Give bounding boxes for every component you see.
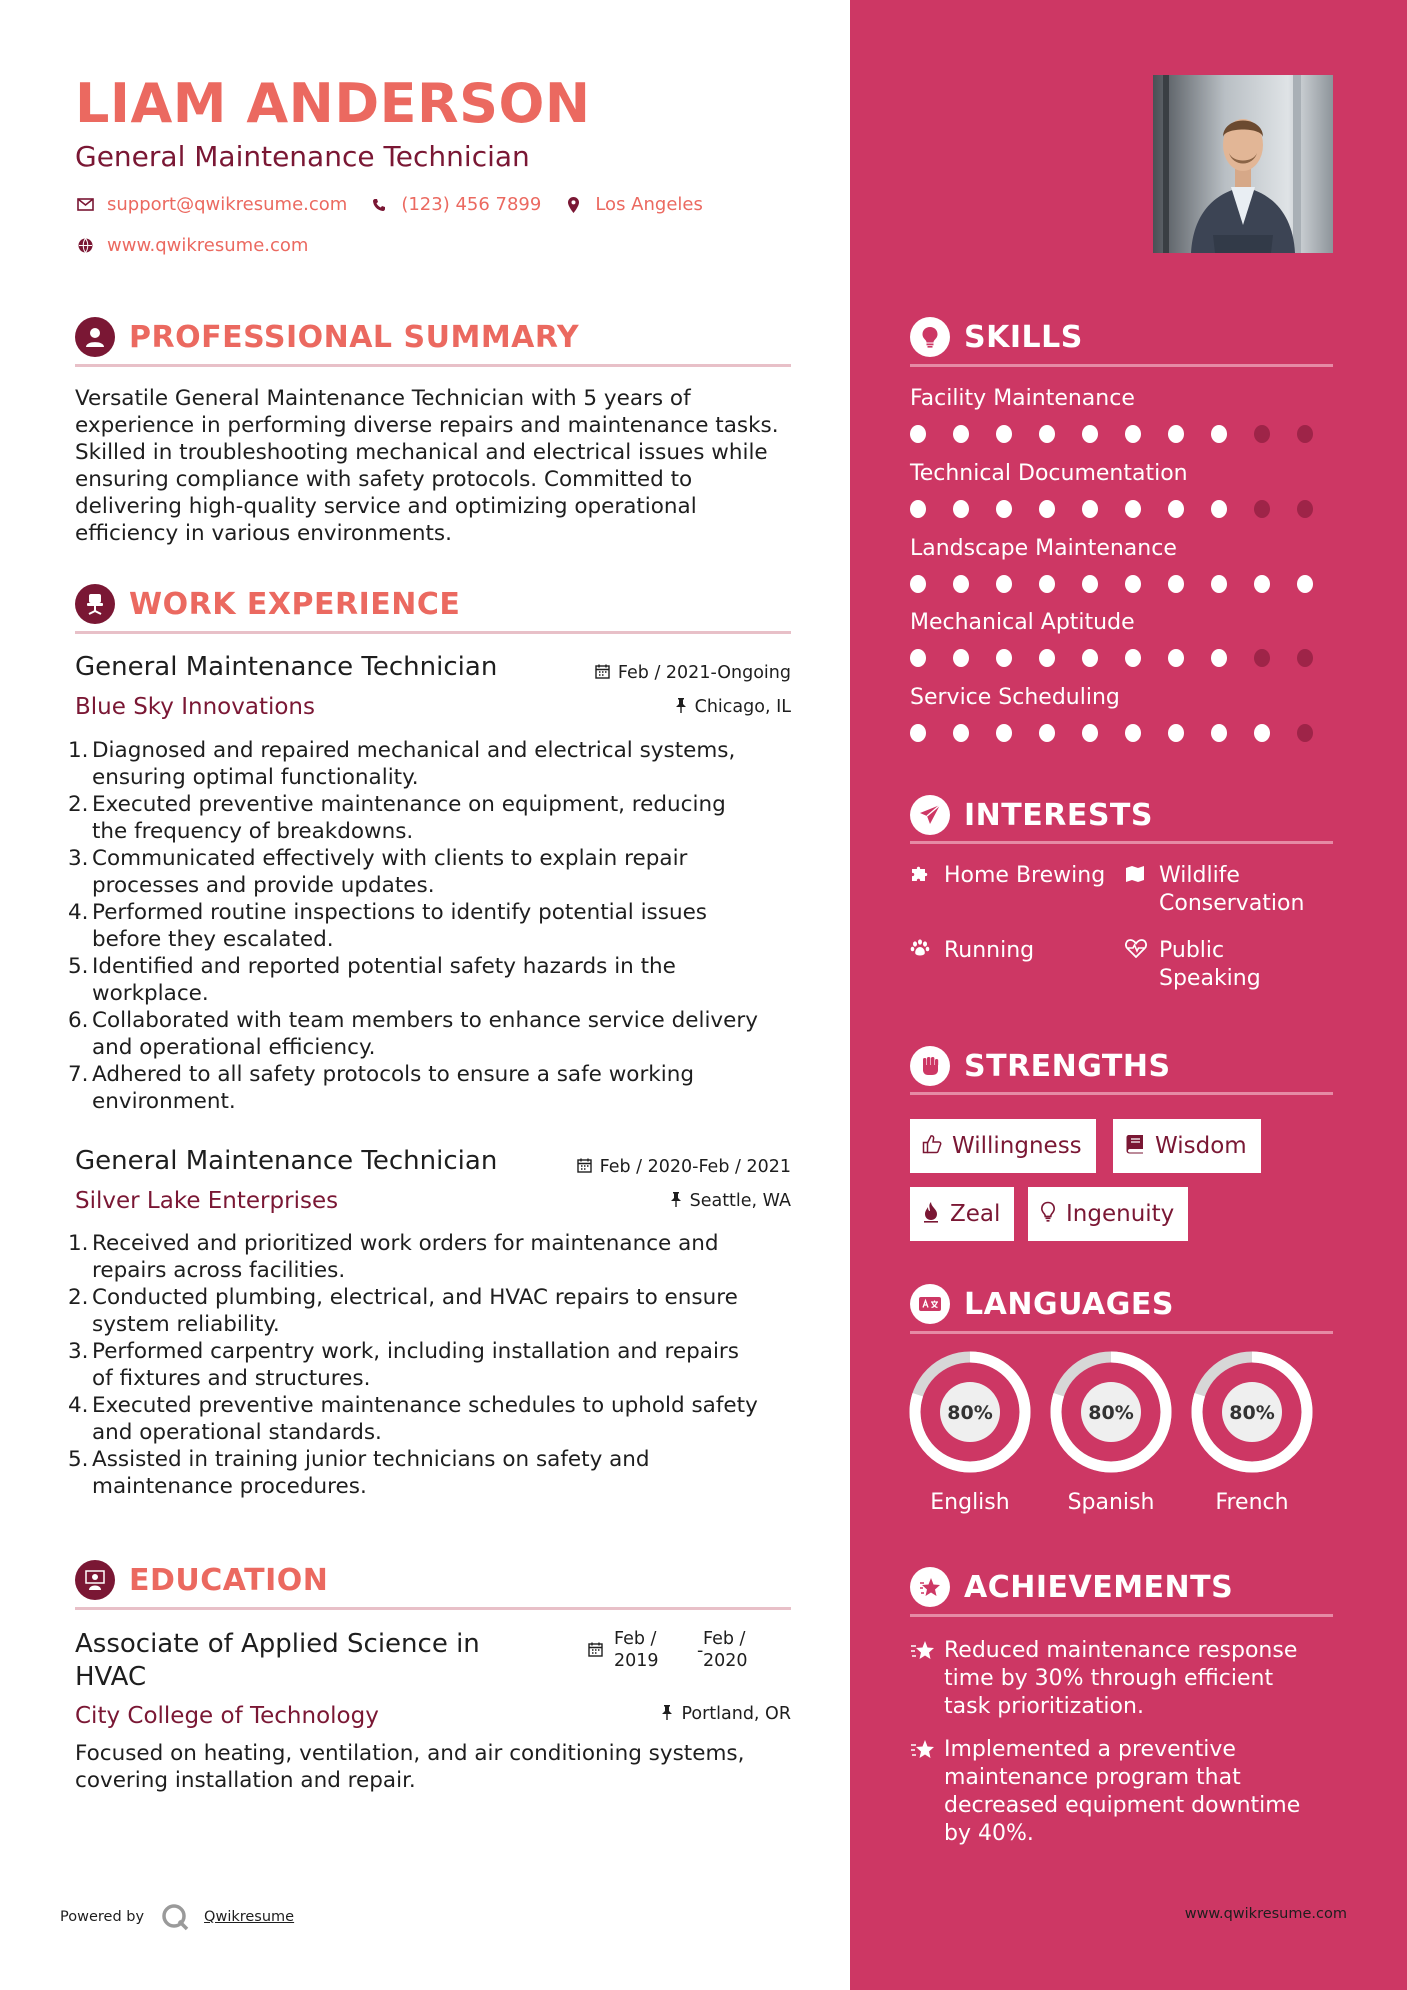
list-item: 4. Executed preventive maintenance schedules to uphold safety and operational standards.	[68, 1393, 758, 1445]
date-separator: -	[697, 1641, 704, 1661]
skill-name: Technical Documentation	[910, 461, 1188, 486]
achievement-item: Implemented a preventive maintenance program that decreased equipment downtime by 40%.	[910, 1736, 1340, 1848]
skills-divider	[910, 364, 1333, 367]
skills-title: SKILLS	[964, 319, 1083, 355]
experience-title: WORK EXPERIENCE	[129, 586, 461, 622]
rating-dot-filled	[1082, 500, 1098, 518]
strengths-divider	[910, 1092, 1333, 1095]
achievements-divider	[910, 1614, 1333, 1617]
pushpin-icon	[675, 698, 687, 717]
phone-icon	[369, 195, 389, 215]
job-title: General Maintenance Technician	[75, 1146, 498, 1176]
lightbulb-icon	[910, 317, 950, 357]
rating-dot-filled	[1039, 724, 1055, 742]
list-item: 1. Diagnosed and repaired mechanical and electrical systems, ensuring optimal functionality.	[68, 738, 736, 790]
education-description: Focused on heating, ventilation, and air conditioning systems, covering installation and repair.	[75, 1741, 745, 1793]
summary-text: Versatile General Maintenance Technician with 5 years of experience in performing diverse repairs and maintenance tasks. Skilled in troubleshooting mechanical and electrical issues while ensuring compliance with safety protocols. Committed to delivering high-quality service and optimizing operational efficiency in various environments.	[75, 386, 779, 546]
skill-rating	[910, 724, 1340, 742]
strength-chip	[910, 1187, 1014, 1241]
rating-dot-filled	[996, 649, 1012, 667]
rating-dot-filled	[996, 724, 1012, 742]
summary-header	[75, 317, 579, 357]
rating-dot-filled	[1125, 575, 1141, 593]
rating-dot-filled	[1082, 425, 1098, 443]
rating-dot-filled	[1168, 425, 1184, 443]
list-item: 5. Identified and reported potential safety hazards in the workplace.	[68, 954, 676, 1006]
phone-number[interactable]: (123) 456 7899	[401, 194, 542, 215]
list-item: 7. Adhered to all safety protocols to ensure a safe working environment.	[68, 1062, 694, 1114]
sidebar	[850, 0, 1407, 1990]
rating-dot-filled	[1168, 500, 1184, 518]
rating-dot-filled	[953, 575, 969, 593]
list-item: 3. Performed carpentry work, including installation and repairs of fixtures and structures.	[68, 1339, 739, 1391]
skill-rating	[910, 649, 1340, 667]
language-progress-ring	[908, 1350, 1032, 1474]
rating-dot-filled	[1125, 500, 1141, 518]
language-progress-ring	[1190, 1350, 1314, 1474]
language-item	[1190, 1350, 1314, 1515]
strength-label: Zeal	[950, 1201, 1001, 1227]
rating-dot-filled	[1082, 575, 1098, 593]
experience-header	[75, 584, 460, 624]
rating-dot-filled	[1254, 575, 1270, 593]
strengths-title: STRENGTHS	[964, 1048, 1171, 1084]
calendar-icon	[595, 664, 610, 683]
map-pin-icon	[563, 195, 583, 215]
rating-dot-filled	[1297, 575, 1313, 593]
list-item: 2. Conducted plumbing, electrical, and HVAC repairs to ensure system reliability.	[68, 1285, 738, 1337]
rating-dot-filled	[953, 649, 969, 667]
skill-name: Facility Maintenance	[910, 386, 1135, 411]
list-item: 4. Performed routine inspections to identify potential issues before they escalated.	[68, 900, 708, 952]
strength-chip	[910, 1119, 1096, 1173]
rating-dot-empty	[1297, 500, 1313, 518]
brand-link[interactable]: Qwikresume	[204, 1909, 295, 1925]
language-percent: 80%	[947, 1402, 993, 1424]
star-icon	[910, 1639, 944, 1721]
rating-dot-filled	[953, 500, 969, 518]
skill-rating	[910, 575, 1340, 593]
job-company: Silver Lake Enterprises	[75, 1188, 339, 1214]
achievements-title: ACHIEVEMENTS	[964, 1569, 1234, 1605]
rating-dot-filled	[953, 425, 969, 443]
rating-dot-filled	[1168, 724, 1184, 742]
interest-item: Home Brewing	[910, 862, 1105, 890]
interests-divider	[910, 841, 1333, 844]
calendar-icon	[577, 1158, 592, 1177]
rating-dot-filled	[996, 425, 1012, 443]
summary-title: PROFESSIONAL SUMMARY	[129, 319, 580, 355]
education-header	[75, 1560, 328, 1600]
strength-chip	[1028, 1187, 1188, 1241]
job-date-text: Feb / 2020-Feb / 2021	[599, 1157, 791, 1177]
skill-rating	[910, 500, 1340, 518]
language-percent: 80%	[1229, 1402, 1275, 1424]
contact-row	[75, 194, 725, 215]
language-item	[908, 1350, 1032, 1515]
fist-icon	[910, 1046, 950, 1086]
rating-dot-empty	[1297, 724, 1313, 742]
language-percent: 80%	[1088, 1402, 1134, 1424]
list-item: 3. Communicated effectively with clients to explain repair processes and provide updates.	[68, 846, 688, 898]
strengths-header	[910, 1046, 1171, 1086]
star-icon	[910, 1738, 944, 1848]
rating-dot-filled	[1082, 649, 1098, 667]
list-item: 2. Executed preventive maintenance on equipment, reducing the frequency of breakdowns.	[68, 792, 726, 844]
rating-dot-filled	[1211, 649, 1227, 667]
skill-item	[910, 386, 1340, 443]
rating-dot-filled	[910, 425, 926, 443]
rating-dot-filled	[1211, 724, 1227, 742]
skill-rating	[910, 425, 1340, 443]
summary-divider	[75, 364, 791, 367]
map-icon	[1125, 862, 1147, 918]
rating-dot-filled	[1211, 500, 1227, 518]
strength-chip	[1113, 1119, 1261, 1173]
achievements-header	[910, 1567, 1233, 1607]
book-icon	[1125, 1134, 1145, 1159]
footer-website[interactable]: www.qwikresume.com	[1184, 1906, 1347, 1922]
rating-dot-filled	[1125, 724, 1141, 742]
education-divider	[75, 1607, 791, 1610]
skill-name: Landscape Maintenance	[910, 536, 1177, 561]
job-company: Blue Sky Innovations	[75, 694, 315, 720]
star-icon	[910, 1567, 950, 1607]
puzzle-icon	[910, 862, 932, 890]
powered-by-label: Powered by	[60, 1909, 145, 1925]
heartbeat-icon	[1125, 937, 1147, 993]
education-start-date: Feb / 2019	[614, 1629, 659, 1671]
paw-icon	[910, 937, 932, 965]
rating-dot-filled	[1125, 649, 1141, 667]
experience-divider	[75, 631, 791, 634]
job-date	[595, 663, 791, 683]
job-location-text: Seattle, WA	[689, 1191, 791, 1211]
flame-icon	[922, 1201, 940, 1228]
lightbulb-icon	[1040, 1201, 1056, 1228]
interest-item: Public Speaking	[1125, 937, 1261, 993]
interests-header	[910, 795, 1153, 835]
skill-name: Mechanical Aptitude	[910, 610, 1135, 635]
list-item: 5. Assisted in training junior technicians on safety and maintenance procedures.	[68, 1447, 650, 1499]
skill-item	[910, 461, 1340, 518]
rating-dot-empty	[1297, 425, 1313, 443]
language-item	[1049, 1350, 1173, 1515]
rating-dot-filled	[910, 500, 926, 518]
job-duties-list	[68, 1230, 798, 1500]
interest-item: Wildlife Conservation	[1125, 862, 1304, 918]
rating-dot-filled	[1254, 724, 1270, 742]
job-title: General Maintenance Technician	[75, 652, 498, 682]
strength-label: Willingness	[952, 1133, 1082, 1159]
language-name: Spanish	[1067, 1490, 1155, 1515]
pushpin-icon	[670, 1192, 682, 1211]
user-icon	[75, 317, 115, 357]
school-name: City College of Technology	[75, 1703, 379, 1729]
graduation-cap-icon	[75, 1560, 115, 1600]
email-link[interactable]: support@qwikresume.com	[107, 194, 348, 215]
list-item: 1. Received and prioritized work orders for maintenance and repairs across facilities.	[68, 1231, 719, 1283]
rating-dot-filled	[1039, 500, 1055, 518]
interest-item: Running	[910, 937, 1034, 965]
skill-item	[910, 610, 1340, 667]
rating-dot-filled	[1039, 575, 1055, 593]
rating-dot-filled	[910, 575, 926, 593]
job-location-text: Chicago, IL	[694, 697, 791, 717]
rating-dot-empty	[1254, 425, 1270, 443]
skill-item	[910, 536, 1340, 593]
rating-dot-empty	[1297, 649, 1313, 667]
education-location-text: Portland, OR	[681, 1704, 791, 1724]
location-text: Los Angeles	[595, 194, 703, 215]
languages-divider	[910, 1331, 1333, 1334]
job-date	[577, 1157, 791, 1177]
language-name: English	[930, 1490, 1010, 1515]
skills-header	[910, 317, 1083, 357]
list-item: 6. Collaborated with team members to enhance service delivery and operational efficiency.	[68, 1008, 758, 1060]
language-name: French	[1215, 1490, 1289, 1515]
thumbs-up-icon	[922, 1134, 942, 1159]
rating-dot-filled	[1168, 649, 1184, 667]
rating-dot-filled	[1082, 724, 1098, 742]
strength-label: Ingenuity	[1066, 1201, 1175, 1227]
website-row	[75, 235, 330, 256]
language-icon	[910, 1284, 950, 1324]
achievement-item: Reduced maintenance response time by 30% through efficient task prioritization.	[910, 1637, 1340, 1721]
rating-dot-filled	[1211, 425, 1227, 443]
envelope-icon	[75, 195, 95, 215]
education-title: EDUCATION	[129, 1562, 329, 1598]
pushpin-icon	[661, 1705, 673, 1724]
job-duties-list	[68, 737, 798, 1115]
paper-plane-icon	[910, 795, 950, 835]
job-date-text: Feb / 2021-Ongoing	[617, 663, 791, 683]
rating-dot-filled	[1039, 425, 1055, 443]
skill-name: Service Scheduling	[910, 685, 1120, 710]
rating-dot-filled	[996, 575, 1012, 593]
strength-label: Wisdom	[1155, 1133, 1247, 1159]
calendar-icon	[588, 1642, 603, 1661]
education-location	[661, 1704, 791, 1724]
candidate-name: LIAM ANDERSON	[75, 72, 591, 135]
rating-dot-filled	[910, 649, 926, 667]
degree-title: Associate of Applied Science in HVAC	[75, 1629, 480, 1692]
globe-icon	[75, 236, 95, 256]
rating-dot-filled	[1125, 425, 1141, 443]
qwikresume-logo-icon	[160, 1902, 190, 1932]
office-chair-icon	[75, 584, 115, 624]
language-progress-ring	[1049, 1350, 1173, 1474]
website-link[interactable]: www.qwikresume.com	[107, 235, 309, 256]
skill-item	[910, 685, 1340, 742]
job-location	[670, 1191, 791, 1211]
rating-dot-filled	[1039, 649, 1055, 667]
rating-dot-empty	[1254, 500, 1270, 518]
rating-dot-filled	[1211, 575, 1227, 593]
rating-dot-filled	[953, 724, 969, 742]
rating-dot-empty	[1254, 649, 1270, 667]
rating-dot-filled	[910, 724, 926, 742]
job-location	[675, 697, 791, 717]
languages-header	[910, 1284, 1174, 1324]
education-end-date: Feb / 2020	[703, 1629, 748, 1671]
languages-title: LANGUAGES	[964, 1286, 1174, 1322]
candidate-role: General Maintenance Technician	[75, 140, 530, 173]
rating-dot-filled	[996, 500, 1012, 518]
powered-by	[60, 1902, 294, 1932]
interests-title: INTERESTS	[964, 797, 1153, 833]
profile-photo	[1153, 75, 1333, 253]
rating-dot-filled	[1168, 575, 1184, 593]
